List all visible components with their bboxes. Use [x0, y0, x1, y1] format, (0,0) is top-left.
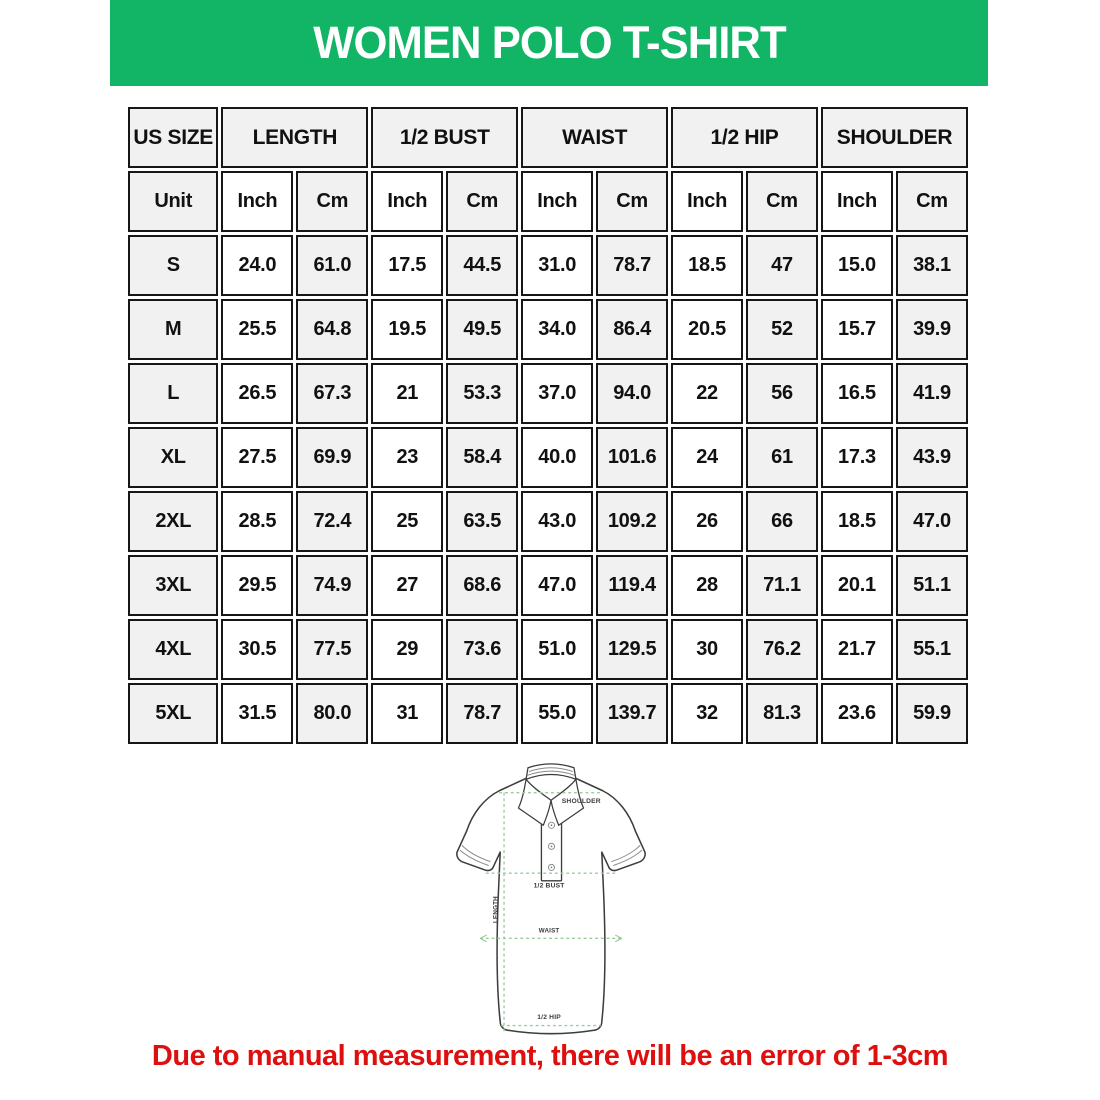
value-cell: 27 [371, 555, 443, 616]
value-cell: 23 [371, 427, 443, 488]
unit-header: Unit [128, 171, 218, 232]
value-cell: 72.4 [296, 491, 368, 552]
value-cell: 15.7 [821, 299, 893, 360]
size-cell: S [128, 235, 218, 296]
value-cell: 37.0 [521, 363, 593, 424]
value-cell: 41.9 [896, 363, 968, 424]
size-cell: 5XL [128, 683, 218, 744]
column-group-1-2-hip: 1/2 HIP [671, 107, 818, 168]
value-cell: 77.5 [296, 619, 368, 680]
unit-cell-4: Cm [446, 171, 518, 232]
value-cell: 26 [671, 491, 743, 552]
waist-label: WAIST [538, 927, 560, 935]
value-cell: 31.5 [221, 683, 293, 744]
value-cell: 27.5 [221, 427, 293, 488]
unit-cell-9: Inch [821, 171, 893, 232]
value-cell: 21.7 [821, 619, 893, 680]
value-cell: 86.4 [596, 299, 668, 360]
table-row-xl [128, 427, 968, 488]
value-cell: 29 [371, 619, 443, 680]
polo-shirt-illustration [436, 754, 666, 1046]
value-cell: 69.9 [296, 427, 368, 488]
value-cell: 31 [371, 683, 443, 744]
column-group-1-2-bust: 1/2 BUST [371, 107, 518, 168]
unit-cell-2: Cm [296, 171, 368, 232]
column-group-shoulder: SHOULDER [821, 107, 968, 168]
value-cell: 16.5 [821, 363, 893, 424]
size-cell: 4XL [128, 619, 218, 680]
value-cell: 71.1 [746, 555, 818, 616]
value-cell: 28.5 [221, 491, 293, 552]
size-table [125, 104, 971, 747]
unit-cell-5: Inch [521, 171, 593, 232]
table-row-4xl [128, 619, 968, 680]
table-row-2xl [128, 491, 968, 552]
value-cell: 30 [671, 619, 743, 680]
value-cell: 68.6 [446, 555, 518, 616]
size-cell: 2XL [128, 491, 218, 552]
unit-cell-10: Cm [896, 171, 968, 232]
value-cell: 58.4 [446, 427, 518, 488]
polo-measurement-diagram [436, 754, 666, 1046]
table-row-m [128, 299, 968, 360]
value-cell: 39.9 [896, 299, 968, 360]
value-cell: 40.0 [521, 427, 593, 488]
value-cell: 66 [746, 491, 818, 552]
size-cell: M [128, 299, 218, 360]
button-1-dot [551, 824, 553, 826]
button-3-dot [551, 867, 553, 869]
unit-cell-8: Cm [746, 171, 818, 232]
value-cell: 63.5 [446, 491, 518, 552]
value-cell: 61.0 [296, 235, 368, 296]
column-group-length: LENGTH [221, 107, 368, 168]
table-row-5xl [128, 683, 968, 744]
value-cell: 25.5 [221, 299, 293, 360]
value-cell: 52 [746, 299, 818, 360]
shoulder-label: SHOULDER [561, 798, 601, 806]
value-cell: 25 [371, 491, 443, 552]
value-cell: 55.0 [521, 683, 593, 744]
value-cell: 15.0 [821, 235, 893, 296]
table-row-s [128, 235, 968, 296]
value-cell: 17.5 [371, 235, 443, 296]
value-cell: 21 [371, 363, 443, 424]
value-cell: 47.0 [896, 491, 968, 552]
unit-cell-7: Inch [671, 171, 743, 232]
value-cell: 31.0 [521, 235, 593, 296]
value-cell: 29.5 [221, 555, 293, 616]
hip-label: 1/2 HIP [537, 1013, 561, 1021]
size-table-body [128, 235, 968, 744]
value-cell: 59.9 [896, 683, 968, 744]
value-cell: 24.0 [221, 235, 293, 296]
value-cell: 20.5 [671, 299, 743, 360]
size-cell: XL [128, 427, 218, 488]
value-cell: 47 [746, 235, 818, 296]
value-cell: 119.4 [596, 555, 668, 616]
value-cell: 28 [671, 555, 743, 616]
value-cell: 43.0 [521, 491, 593, 552]
unit-cell-3: Inch [371, 171, 443, 232]
value-cell: 67.3 [296, 363, 368, 424]
value-cell: 23.6 [821, 683, 893, 744]
page-title: WOMEN POLO T-SHIRT [312, 17, 786, 68]
value-cell: 101.6 [596, 427, 668, 488]
value-cell: 43.9 [896, 427, 968, 488]
value-cell: 94.0 [596, 363, 668, 424]
value-cell: 26.5 [221, 363, 293, 424]
value-cell: 24 [671, 427, 743, 488]
waist-arrow-left-icon [480, 935, 487, 942]
title-banner [110, 0, 988, 86]
column-group-waist: WAIST [521, 107, 668, 168]
bust-label: 1/2 BUST [533, 882, 565, 890]
size-cell: 3XL [128, 555, 218, 616]
value-cell: 73.6 [446, 619, 518, 680]
value-cell: 78.7 [596, 235, 668, 296]
value-cell: 51.0 [521, 619, 593, 680]
value-cell: 38.1 [896, 235, 968, 296]
unit-cell-1: Inch [221, 171, 293, 232]
value-cell: 80.0 [296, 683, 368, 744]
value-cell: 139.7 [596, 683, 668, 744]
value-cell: 22 [671, 363, 743, 424]
value-cell: 30.5 [221, 619, 293, 680]
value-cell: 64.8 [296, 299, 368, 360]
value-cell: 81.3 [746, 683, 818, 744]
value-cell: 18.5 [821, 491, 893, 552]
value-cell: 61 [746, 427, 818, 488]
value-cell: 34.0 [521, 299, 593, 360]
value-cell: 129.5 [596, 619, 668, 680]
value-cell: 56 [746, 363, 818, 424]
value-cell: 47.0 [521, 555, 593, 616]
table-row-3xl [128, 555, 968, 616]
value-cell: 32 [671, 683, 743, 744]
value-cell: 109.2 [596, 491, 668, 552]
measurement-disclaimer: Due to manual measurement, there will be an error of 1-3cm [151, 1040, 949, 1072]
value-cell: 49.5 [446, 299, 518, 360]
value-cell: 78.7 [446, 683, 518, 744]
size-cell: L [128, 363, 218, 424]
value-cell: 17.3 [821, 427, 893, 488]
value-cell: 19.5 [371, 299, 443, 360]
table-row-l [128, 363, 968, 424]
value-cell: 44.5 [446, 235, 518, 296]
value-cell: 76.2 [746, 619, 818, 680]
value-cell: 51.1 [896, 555, 968, 616]
size-table-head [128, 107, 968, 232]
unit-cell-6: Cm [596, 171, 668, 232]
value-cell: 18.5 [671, 235, 743, 296]
value-cell: 55.1 [896, 619, 968, 680]
length-label: LENGTH [492, 896, 500, 923]
button-2-dot [551, 845, 553, 847]
value-cell: 20.1 [821, 555, 893, 616]
value-cell: 74.9 [296, 555, 368, 616]
column-group-us-size: US SIZE [128, 107, 218, 168]
value-cell: 53.3 [446, 363, 518, 424]
